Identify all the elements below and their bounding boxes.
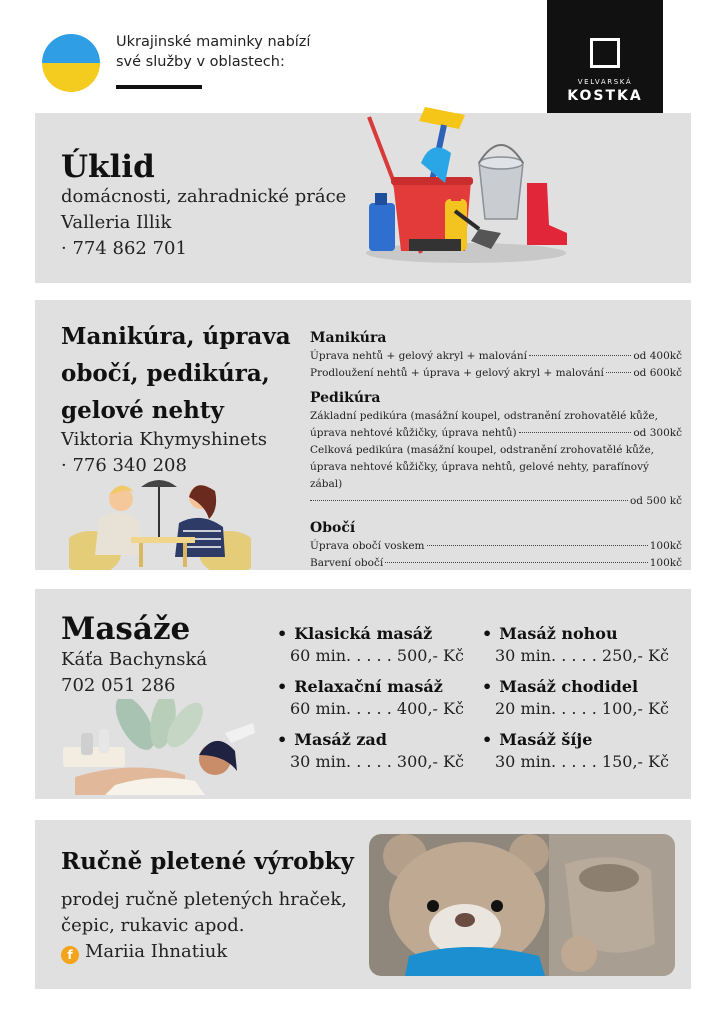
cleaning-panel: [35, 113, 691, 283]
pedicure-item-2-line-2: úprava nehtové kůžičky, úprava nehtů, gelové nehty, parafínový zábal): [310, 461, 649, 490]
price-row: [310, 348, 682, 365]
price-row: [310, 555, 682, 572]
logo-big-text: KOSTKA: [567, 88, 643, 104]
price-row: [310, 365, 682, 382]
manicure-heading: Manikúra: [310, 330, 387, 346]
flag-blue-half: [42, 34, 100, 63]
massage-item-name: • Masáž chodidel: [482, 676, 669, 698]
cleaning-contact-name: Valleria Illik: [61, 212, 172, 233]
cleaning-title: Úklid: [61, 149, 155, 185]
pedicure-item-1-line-1: Základní pedikúra (masážní koupel, odstranění zrohovatělé kůže,: [310, 410, 658, 422]
massage-panel: [35, 589, 691, 799]
price-item-name: Prodloužení nehtů + úprava + gelový akryl + malování: [310, 367, 604, 379]
beauty-panel: [35, 300, 691, 570]
knitting-desc-line-2: čepic, rukavic apod.: [61, 915, 245, 936]
massage-item: [482, 729, 669, 773]
price-value: od 300kč: [633, 427, 682, 439]
dotted-leader: [310, 500, 628, 501]
beauty-phone[interactable]: · 776 340 208: [61, 455, 187, 476]
price-row: [310, 538, 682, 555]
beauty-title-line-3: gelové nehty: [61, 397, 224, 424]
massage-item-name: • Masáž šíje: [482, 729, 669, 751]
flag-yellow-half: [42, 63, 100, 92]
massage-item-name: • Relaxační masáž: [277, 676, 464, 698]
massage-item-name: • Klasická masáž: [277, 623, 464, 645]
massage-title: Masáže: [61, 611, 191, 647]
price-value: 100kč: [649, 540, 682, 552]
knitted-teddy-bear-photo: [369, 834, 675, 976]
price-value: od 500 kč: [629, 495, 682, 507]
beauty-title: [61, 318, 291, 429]
knitting-contact: [61, 939, 227, 965]
logo-small-text: VELVARSKÁ: [577, 78, 633, 86]
beauty-price-list: [310, 324, 682, 572]
massage-contact-name: Káťa Bachynská: [61, 649, 208, 670]
intro-line-1: Ukrajinské maminky nabízí: [116, 34, 311, 50]
price-item-name: Úprava nehtů + gelový akryl + malování: [310, 350, 528, 362]
cleaning-phone[interactable]: · 774 862 701: [61, 238, 187, 259]
knitting-panel: [35, 820, 691, 989]
price-value: od 400kč: [633, 350, 682, 362]
price-item-name: Úprava obočí voskem: [310, 540, 425, 552]
eyebrows-heading: Obočí: [310, 520, 356, 536]
dotted-leader: [606, 372, 632, 373]
pedicure-item-1: [310, 408, 682, 442]
massage-item-price: 20 min. . . . . 100,- Kč: [495, 699, 669, 718]
beauty-contact-name: Viktoria Khymyshinets: [61, 429, 267, 450]
price-row: [310, 425, 682, 442]
dotted-leader: [385, 562, 648, 563]
ukraine-flag-icon: [42, 34, 100, 92]
massage-item-price: 60 min. . . . . 400,- Kč: [290, 699, 464, 718]
massage-phone[interactable]: 702 051 286: [61, 675, 176, 696]
price-item-name: Barvení obočí: [310, 557, 384, 569]
massage-item: [277, 676, 464, 720]
pedicure-heading: Pedikúra: [310, 390, 381, 406]
cleaning-subtitle: domácnosti, zahradnické práce: [61, 186, 347, 207]
pedicure-item-2: [310, 442, 682, 510]
price-value: 100kč: [649, 557, 682, 569]
massage-item-price: 30 min. . . . . 250,- Kč: [495, 646, 669, 665]
massage-item-price: 30 min. . . . . 150,- Kč: [495, 752, 669, 771]
dotted-leader: [519, 432, 632, 433]
intro-line-2: své služby v oblastech:: [116, 54, 285, 70]
knitting-desc-line-1: prodej ručně pletených hraček,: [61, 889, 347, 910]
price-row: [310, 493, 682, 510]
facebook-icon[interactable]: f: [61, 946, 79, 964]
knitting-title: Ručně pletené výrobky: [61, 848, 354, 875]
massage-item: [277, 623, 464, 667]
intro-text: [116, 32, 376, 72]
pedicure-item-2-line-1: Celková pedikúra (masážní koupel, odstranění zrohovatělé kůže,: [310, 444, 655, 456]
massage-item-price: 60 min. . . . . 500,- Kč: [290, 646, 464, 665]
massage-item-name: • Masáž nohou: [482, 623, 669, 645]
manicure-salon-icon: [69, 475, 251, 570]
massage-item-name: • Masáž zad: [277, 729, 464, 751]
dotted-leader: [427, 545, 648, 546]
intro-underline: [116, 85, 202, 89]
beauty-title-line-2: obočí, pedikúra,: [61, 360, 270, 387]
massage-item-price: 30 min. . . . . 300,- Kč: [290, 752, 464, 771]
price-value: od 600kč: [633, 367, 682, 379]
cleaning-supplies-icon: [361, 103, 575, 268]
logo-square-icon: [590, 38, 620, 68]
massage-item: [277, 729, 464, 773]
knitting-contact-name: Mariia Ihnatiuk: [85, 941, 228, 962]
price-item-name: úprava nehtové kůžičky, úprava nehtů): [310, 427, 517, 439]
massage-spa-icon: [55, 699, 255, 799]
massage-item: [482, 623, 669, 667]
beauty-title-line-1: Manikúra, úprava: [61, 323, 291, 350]
dotted-leader: [529, 355, 631, 356]
massage-item: [482, 676, 669, 720]
